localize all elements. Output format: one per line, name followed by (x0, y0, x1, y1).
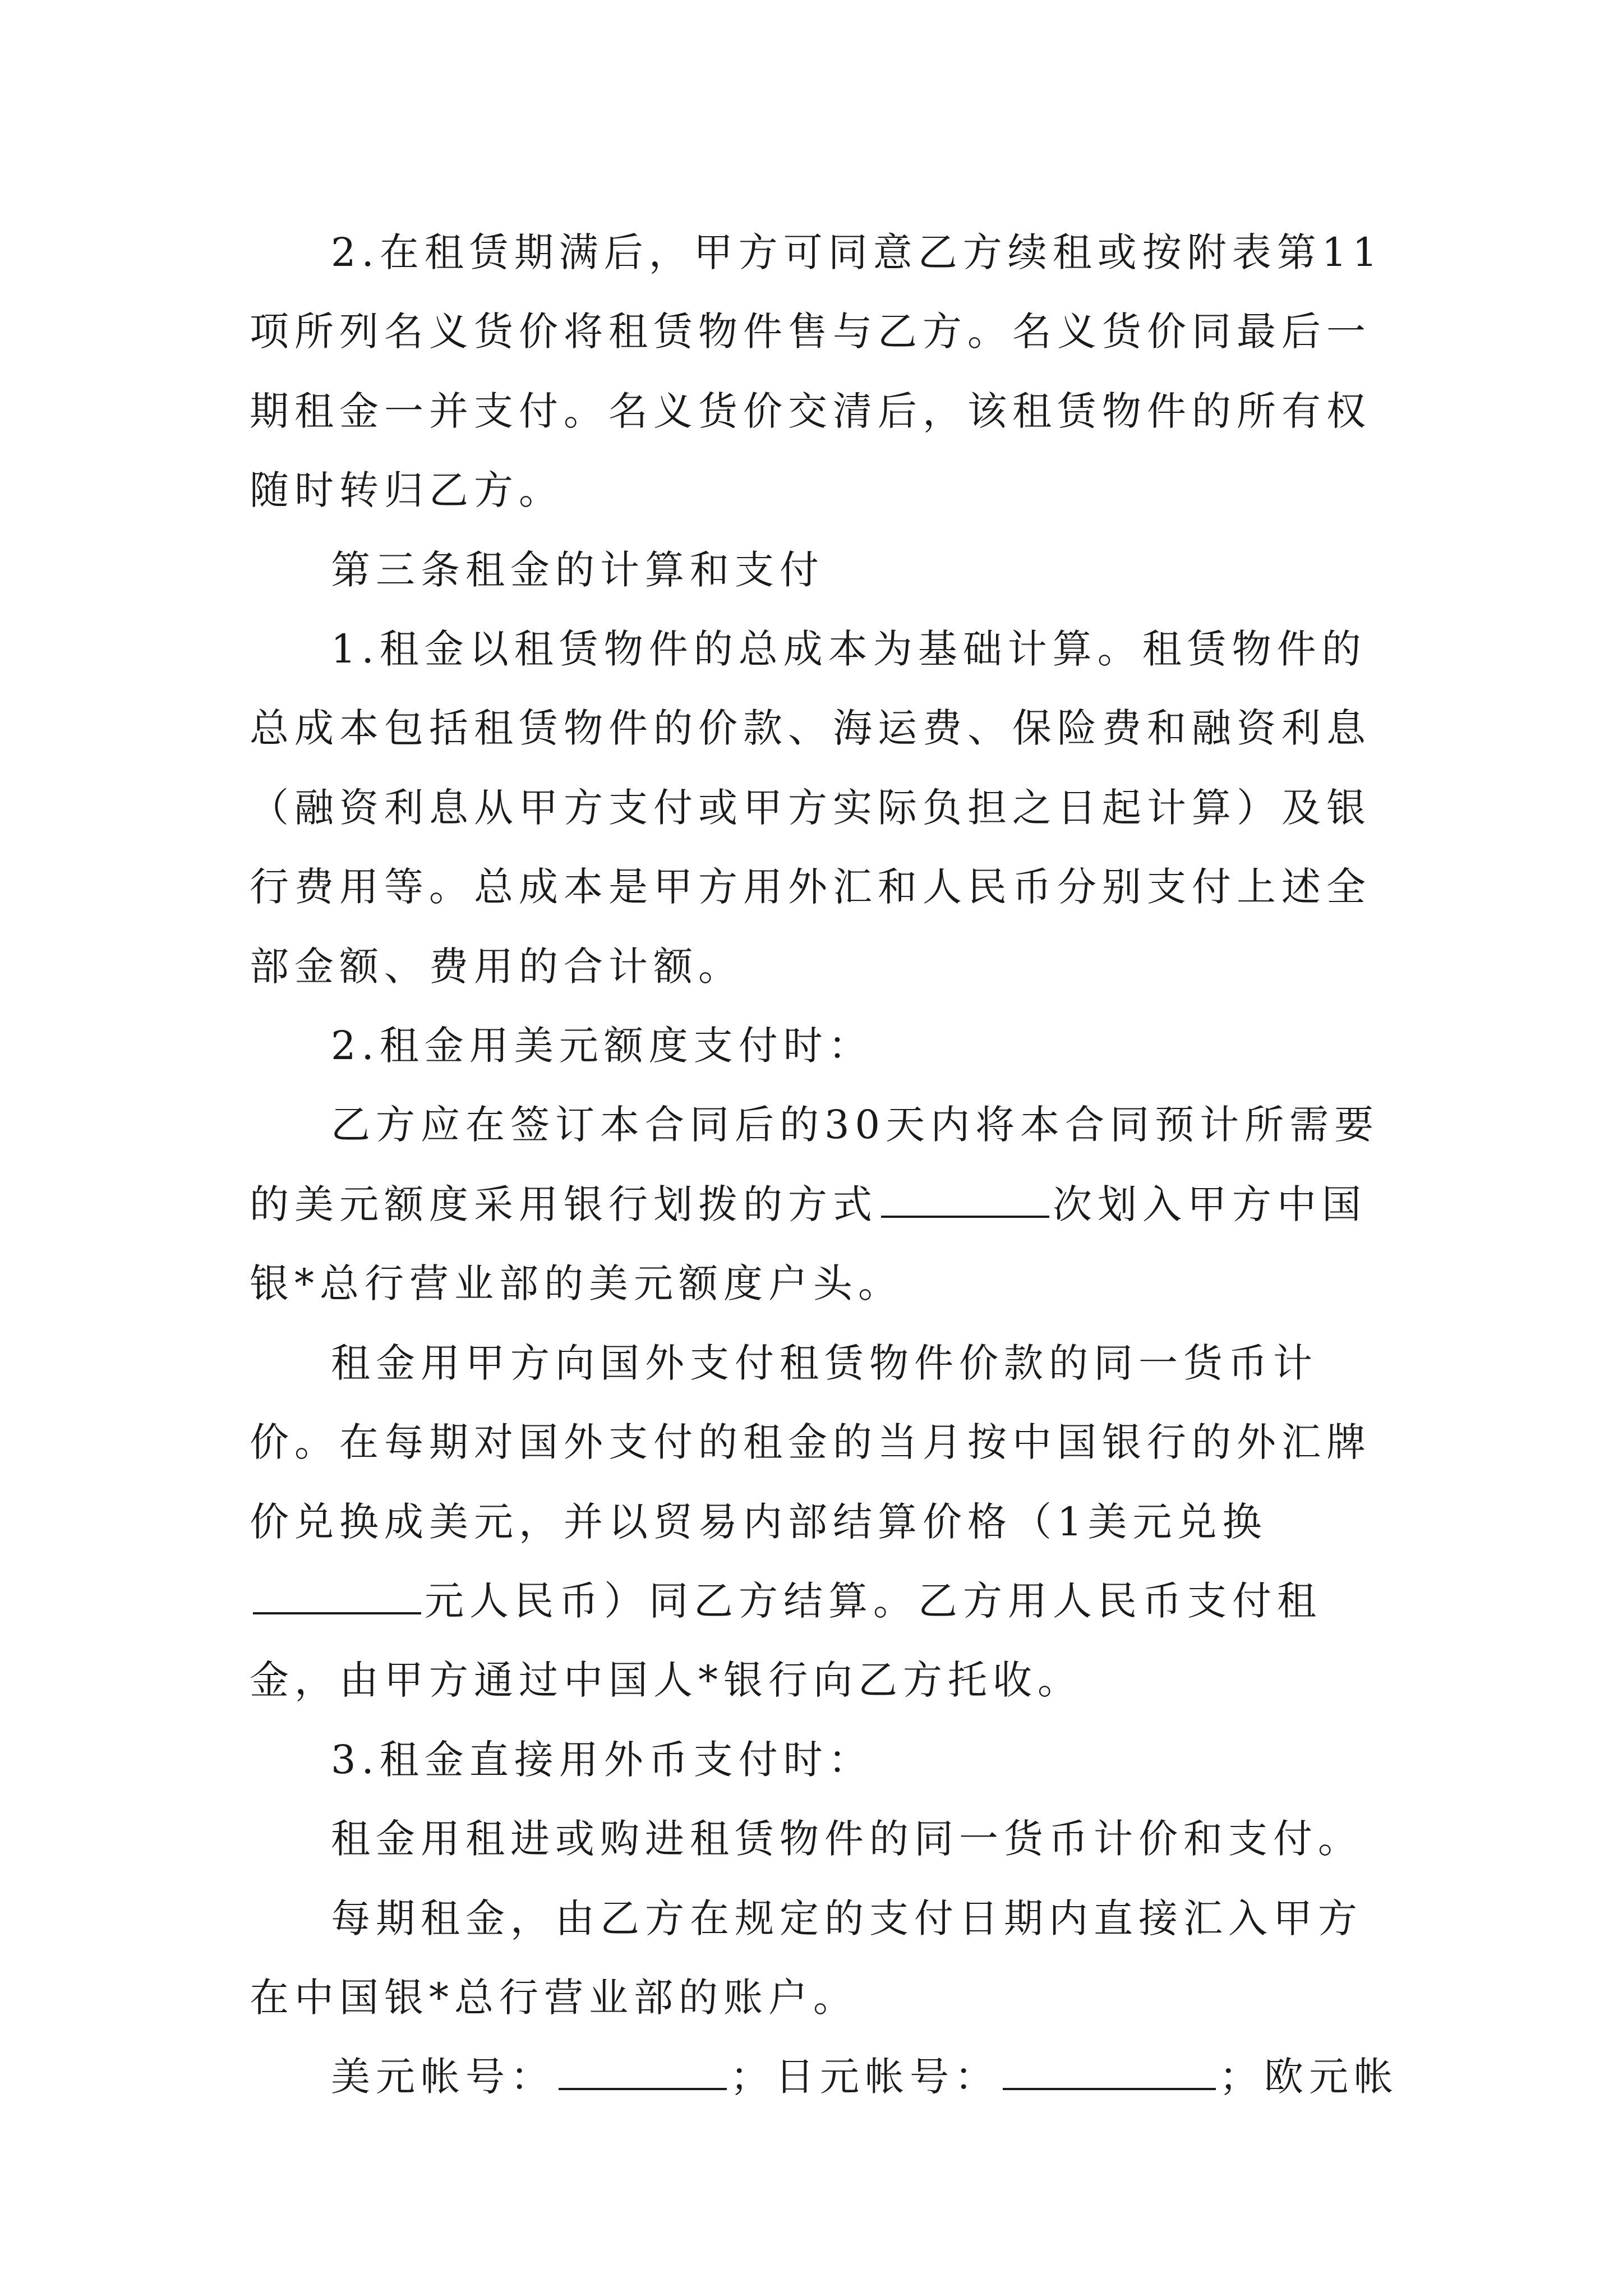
separator-1: ； (730, 2054, 775, 2100)
usd-quota-text-after: 次划入甲方中国银*总行营业部的美元额度户头。 (250, 1181, 1367, 1307)
jpy-account-blank-line (1003, 2053, 1216, 2090)
usd-payment-heading: 2.租金用美元额度支付时： (331, 1023, 873, 1069)
rent-currency-paragraph (250, 1324, 1405, 1720)
usd-quota-paragraph (250, 1085, 1405, 1323)
rent-calculation-paragraph: 1.租金以租赁物件的总成本为基础计算。租赁物件的总成本包括租赁物件的价款、海运费、保险费和融资利息（融资利息从甲方支付或甲方实际负担之日起计算）及银行费用等。总成本是甲方用外汇和人民币分别支付上述全部金额、费用的合计额。 (250, 626, 1371, 990)
account-numbers-line (250, 2037, 1405, 2116)
article-3-heading: 第三条租金的计算和支付 (331, 546, 824, 593)
usd-account-label: 美元帐号： (331, 2054, 555, 2100)
rent-remittance-paragraph: 每期租金，由乙方在规定的支付日期内直接汇入甲方在中国银*总行营业部的账户。 (250, 1895, 1363, 2021)
usd-account-blank-line (559, 2053, 727, 2090)
exchange-rate-blank-line (253, 1577, 421, 1614)
rent-currency-text-after: 元人民币）同乙方结算。乙方用人民币支付租金，由甲方通过中国人*银行向乙方托收。 (250, 1577, 1322, 1704)
jpy-account-label: 日元帐号： (775, 2054, 999, 2100)
clause-2-renewal-paragraph: 2.在租赁期满后，甲方可同意乙方续租或按附表第11项所列名义货价将租赁物件售与乙方。名义货价同最后一期租金一并支付。名义货价交清后，该租赁物件的所有权随时转归乙方。 (250, 229, 1383, 514)
foreign-currency-payment-heading: 3.租金直接用外币支付时： (331, 1736, 873, 1783)
usd-quota-text-before: 乙方应在签订本合同后的30天内将本合同预计所需要的美元额度采用银行划拨的方式 (250, 1102, 1380, 1227)
foreign-currency-pricing-paragraph: 租金用租进或购进租赁物件的同一货币计价和支付。 (331, 1816, 1363, 1862)
separator-2: ； (1219, 2054, 1264, 2100)
rent-currency-text-before: 租金用甲方向国外支付租赁物件价款的同一货币计价。在每期对国外支付的租金的当月按中国银行的外汇牌价兑换成美元，并以贸易内部结算价格（1美元兑换 (250, 1340, 1371, 1545)
document-body (250, 213, 1405, 2117)
installments-blank-line (881, 1181, 1049, 1218)
eur-account-label: 欧元帐 (1264, 2054, 1399, 2100)
